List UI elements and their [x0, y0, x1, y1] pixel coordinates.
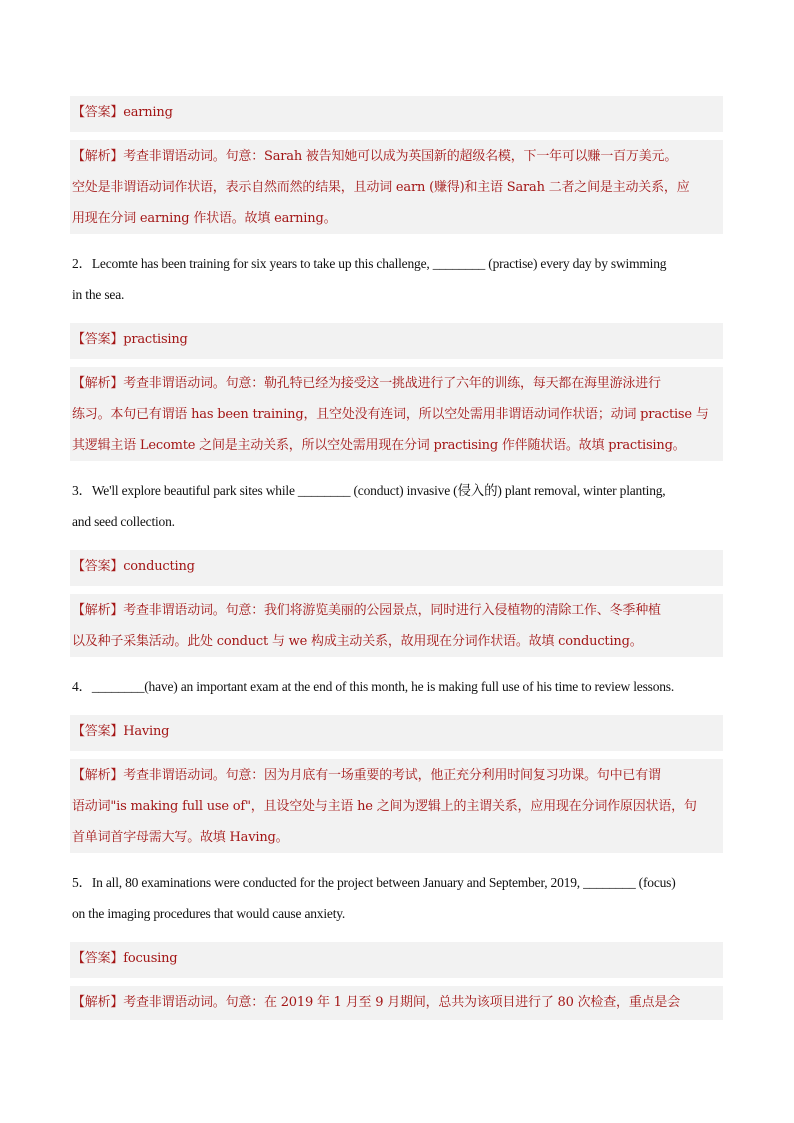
analysis-label: 【解析】 [72, 768, 124, 783]
question-text: on the imaging procedures that would cause anxiety. [72, 906, 346, 921]
analysis-text: 首单词首字母需大写。故填 Having。 [72, 830, 289, 845]
analysis-line [72, 767, 722, 785]
answer-label: 【答案】 [72, 332, 124, 347]
question-text: in the sea. [72, 287, 125, 302]
analysis-label: 【解析】 [72, 603, 124, 618]
answer-text: practising [123, 332, 188, 347]
answer-text: focusing [123, 951, 178, 966]
analysis-text: 空处是非谓语动词作状语，表示自然而然的结果，且动词 earn (赚得)和主语 Sarah 二者之间是主动关系，应 [72, 180, 690, 195]
answer-line [72, 331, 722, 349]
analysis-line [72, 148, 722, 166]
question-text: 5．In all, 80 examinations were conducted for the project between January and September, 2019, ________ (focus) [72, 875, 676, 890]
answer-label: 【答案】 [72, 105, 124, 120]
question-text: and seed collection. [72, 514, 175, 529]
answer-line [72, 558, 722, 576]
answer-line [72, 104, 722, 122]
analysis-label: 【解析】 [72, 995, 124, 1010]
analysis-text: 考查非谓语动词。句意：在 2019 年 1 月至 9 月期间，总共为该项目进行了 80 次检查，重点是会 [123, 995, 681, 1010]
analysis-text: 练习。本句已有谓语 has been training，且空处没有连词，所以空处需用非谓语动词作状语；动词 practise 与 [72, 407, 709, 422]
analysis-line [72, 994, 722, 1012]
answer-line [72, 723, 722, 741]
analysis-text: 考查非谓语动词。句意：勒孔特已经为接受这一挑战进行了六年的训练，每天都在海里游泳进行 [123, 376, 661, 391]
answer-label: 【答案】 [72, 951, 124, 966]
analysis-text: 其逻辑主语 Lecomte 之间是主动关系，所以空处需用现在分词 practising 作伴随状语。故填 practising。 [72, 438, 686, 453]
analysis-label: 【解析】 [72, 149, 124, 164]
analysis-line [72, 602, 722, 620]
analysis-text: 考查非谓语动词。句意：我们将游览美丽的公园景点，同时进行入侵植物的清除工作、冬季种植 [123, 603, 661, 618]
question-text: 4．________(have) an important exam at the end of this month, he is making full use of his time to review lessons. [72, 679, 675, 694]
answer-line [72, 950, 722, 968]
answer-text: earning [123, 105, 173, 120]
answer-label: 【答案】 [72, 724, 124, 739]
answer-text: Having [123, 724, 170, 739]
analysis-text: 以及种子采集活动。此处 conduct 与 we 构成主动关系，故用现在分词作状语。故填 conducting。 [72, 634, 643, 649]
question-text: 2．Lecomte has been training for six years to take up this challenge, ________ (practise) every day by swimming [72, 256, 667, 271]
analysis-line [72, 375, 722, 393]
analysis-label: 【解析】 [72, 376, 124, 391]
analysis-text: 用现在分词 earning 作状语。故填 earning。 [72, 211, 337, 226]
answer-label: 【答案】 [72, 559, 124, 574]
analysis-text: 考查非谓语动词。句意：Sarah 被告知她可以成为英国新的超级名模，下一年可以赚一百万美元。 [123, 149, 678, 164]
question-text: 3．We'll explore beautiful park sites while ________ (conduct) invasive (侵入的) plant removal, winter planting, [72, 483, 666, 498]
analysis-text: 考查非谓语动词。句意：因为月底有一场重要的考试，他正充分利用时间复习功课。句中已有谓 [123, 768, 661, 783]
analysis-text: 语动词"is making full use of"，且设空处与主语 he 之间为逻辑上的主谓关系，应用现在分词作原因状语，句 [72, 799, 697, 814]
answer-text: conducting [123, 559, 195, 574]
